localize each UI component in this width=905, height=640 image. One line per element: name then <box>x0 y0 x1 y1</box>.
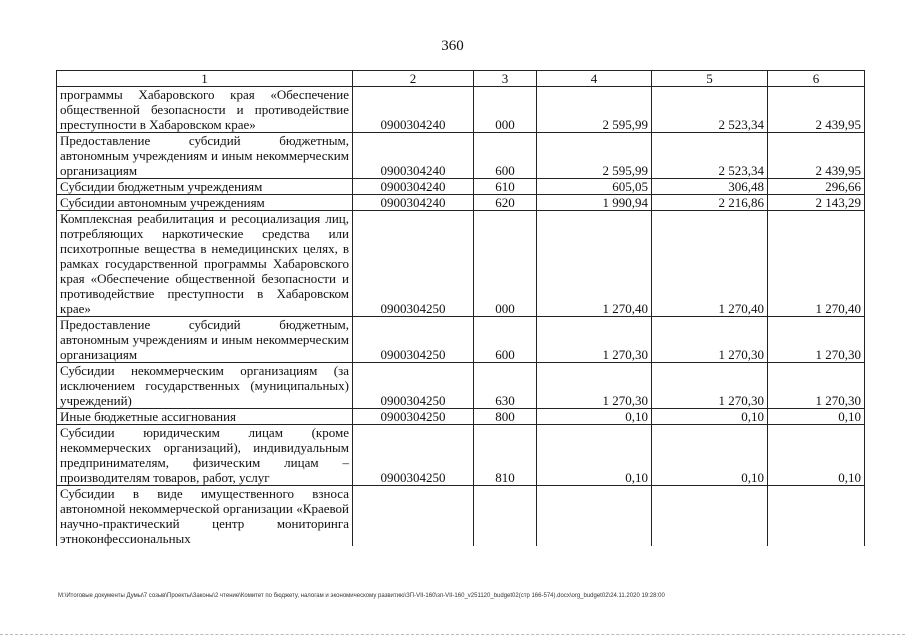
expense-type: 800 <box>474 409 537 425</box>
row-name: Субсидии в виде имущественного взноса автономной некоммерческой организации «Краевой научно-практический центр мониторинга этноконфессиональных <box>57 486 353 547</box>
amount-col4: 1 270,30 <box>537 363 652 409</box>
expense-type: 600 <box>474 133 537 179</box>
amount-col4: 0,10 <box>537 425 652 486</box>
amount-col4: 0,10 <box>537 409 652 425</box>
table-row <box>57 179 865 195</box>
row-name: Субсидии юридическим лицам (кроме некоммерческих организаций), индивидуальным предпринимателям, физическим лицам – производителям товаров, работ, услуг <box>57 425 353 486</box>
target-code: 0900304250 <box>353 317 474 363</box>
amount-col5 <box>652 486 768 547</box>
row-name: Комплексная реабилитация и ресоциализация лиц, потребляющих наркотические средства или психотропные вещества в немедицинских целях, в рамках государственной программы Хабаровского края «Обеспечение общественной безопасности и противодействие преступности в Хабаровском крае» <box>57 211 353 317</box>
amount-col5: 1 270,30 <box>652 363 768 409</box>
amount-col4: 1 270,40 <box>537 211 652 317</box>
amount-col5: 0,10 <box>652 425 768 486</box>
expense-type <box>474 486 537 547</box>
amount-col6: 1 270,40 <box>768 211 865 317</box>
table-row <box>57 486 865 547</box>
row-name: Субсидии некоммерческим организациям (за исключением государственных (муниципальных) учреждений) <box>57 363 353 409</box>
expense-type: 620 <box>474 195 537 211</box>
table-header-row <box>57 71 865 87</box>
column-header: 3 <box>474 71 537 87</box>
column-header: 5 <box>652 71 768 87</box>
table-row <box>57 363 865 409</box>
target-code: 0900304250 <box>353 363 474 409</box>
table-row <box>57 211 865 317</box>
amount-col6: 2 439,95 <box>768 87 865 133</box>
amount-col4: 605,05 <box>537 179 652 195</box>
amount-col6: 1 270,30 <box>768 317 865 363</box>
column-header: 2 <box>353 71 474 87</box>
page-bottom-divider <box>0 634 905 635</box>
expense-type: 610 <box>474 179 537 195</box>
amount-col6: 0,10 <box>768 425 865 486</box>
amount-col5: 1 270,30 <box>652 317 768 363</box>
amount-col5: 306,48 <box>652 179 768 195</box>
target-code: 0900304240 <box>353 179 474 195</box>
expense-type: 600 <box>474 317 537 363</box>
amount-col6: 1 270,30 <box>768 363 865 409</box>
row-name: программы Хабаровского края «Обеспечение общественной безопасности и противодействие преступности в Хабаровском крае» <box>57 87 353 133</box>
amount-col6: 2 143,29 <box>768 195 865 211</box>
target-code: 0900304240 <box>353 195 474 211</box>
target-code: 0900304240 <box>353 87 474 133</box>
table-row <box>57 195 865 211</box>
amount-col5: 1 270,40 <box>652 211 768 317</box>
column-header: 1 <box>57 71 353 87</box>
amount-col4: 2 595,99 <box>537 87 652 133</box>
amount-col4: 2 595,99 <box>537 133 652 179</box>
amount-col4 <box>537 486 652 547</box>
expense-type: 000 <box>474 87 537 133</box>
target-code: 0900304250 <box>353 409 474 425</box>
table-row <box>57 409 865 425</box>
row-name: Предоставление субсидий бюджетным, автономным учреждениям и иным некоммерческим организациям <box>57 133 353 179</box>
amount-col5: 2 523,34 <box>652 87 768 133</box>
row-name: Субсидии автономным учреждениям <box>57 195 353 211</box>
expense-type: 810 <box>474 425 537 486</box>
amount-col6: 296,66 <box>768 179 865 195</box>
amount-col6: 0,10 <box>768 409 865 425</box>
expense-type: 000 <box>474 211 537 317</box>
amount-col5: 2 523,34 <box>652 133 768 179</box>
column-header: 4 <box>537 71 652 87</box>
row-name: Иные бюджетные ассигнования <box>57 409 353 425</box>
amount-col5: 2 216,86 <box>652 195 768 211</box>
page-number: 360 <box>441 38 464 54</box>
row-name: Субсидии бюджетным учреждениям <box>57 179 353 195</box>
footer-file-path: M:\Итоговые документы Думы\7 созыв\Проекты\Законы\2 чтение\Комитет по бюджету, налогам и экономическому развитию\ЗП-VII-160\зп-VII-160_v251120_budget02(стр 166-574).docx\org_budget02\24.11.2020 19:28:00 <box>58 593 665 599</box>
row-name: Предоставление субсидий бюджетным, автономным учреждениям и иным некоммерческим организациям <box>57 317 353 363</box>
table-row <box>57 317 865 363</box>
amount-col4: 1 990,94 <box>537 195 652 211</box>
table-row <box>57 87 865 133</box>
target-code: 0900304250 <box>353 211 474 317</box>
amount-col4: 1 270,30 <box>537 317 652 363</box>
expense-type: 630 <box>474 363 537 409</box>
amount-col5: 0,10 <box>652 409 768 425</box>
budget-table <box>56 70 865 546</box>
column-header: 6 <box>768 71 865 87</box>
amount-col6: 2 439,95 <box>768 133 865 179</box>
target-code <box>353 486 474 547</box>
target-code: 0900304250 <box>353 425 474 486</box>
target-code: 0900304240 <box>353 133 474 179</box>
table-row <box>57 425 865 486</box>
table-row <box>57 133 865 179</box>
amount-col6 <box>768 486 865 547</box>
